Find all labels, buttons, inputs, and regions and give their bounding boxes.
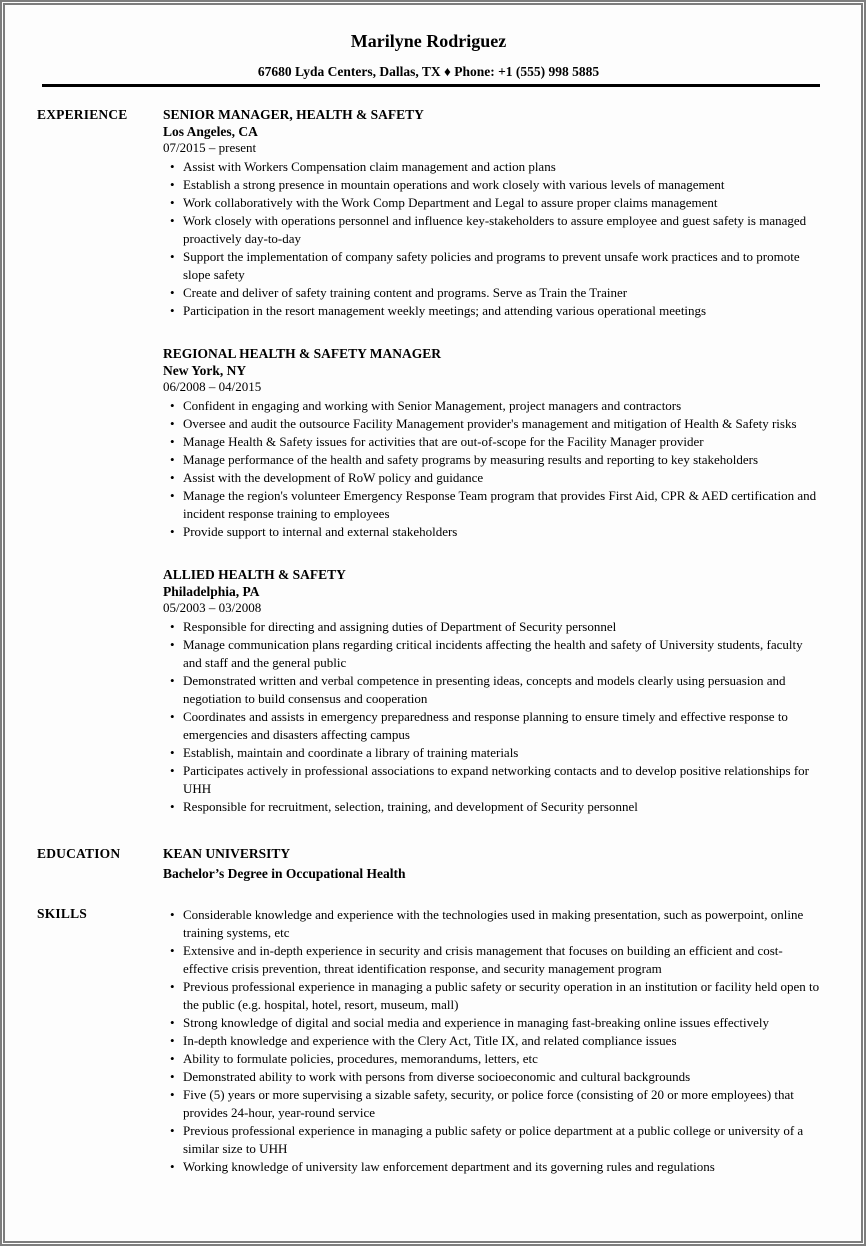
bullet-item: • Manage Health & Safety issues for activities that are out-of-scope for the Facility Manager provider [183,433,820,451]
bullet-item: • Create and deliver of safety training content and programs. Serve as Train the Trainer [183,284,820,302]
bullet-item: • Extensive and in-depth experience in security and crisis management that focuses on building an efficient and cost-effective crisis prevention, threat identification response, and security management program [183,942,820,978]
bullet-item: • Demonstrated written and verbal competence in presenting ideas, concepts and models clearly using persuasion and negotiation to build consensus and cooperation [183,672,820,708]
bullet-item: • Confident in engaging and working with Senior Management, project managers and contractors [183,397,820,415]
bullet-item: • Responsible for directing and assigning duties of Department of Security personnel [183,618,820,636]
bullet-item: • Assist with the development of RoW policy and guidance [183,469,820,487]
job-location: Los Angeles, CA [163,124,258,139]
section-label-experience: EXPERIENCE [37,107,128,122]
job-entry-allied-health [163,565,820,816]
job-title: REGIONAL HEALTH & SAFETY MANAGER [163,346,442,361]
job-bullet-list [163,618,820,816]
education-content [163,844,820,884]
experience-content [163,105,820,816]
skills-content [163,904,820,1176]
job-title: ALLIED HEALTH & SAFETY [163,567,346,582]
skills-bullet-list [163,906,820,1176]
bullet-item: • Oversee and audit the outsource Facility Management provider's management and mitigation of Health & Safety risks [183,415,820,433]
bullet-item: • Manage performance of the health and safety programs by measuring results and reporting to key stakeholders [183,451,820,469]
section-label-skills: SKILLS [37,906,87,921]
person-name: Marilyne Rodriguez [350,31,507,51]
job-location: Philadelphia, PA [163,584,260,599]
bullet-item: • Work closely with operations personnel and influence key-stakeholders to assure employee and guest safety is managed proactively day-to-day [183,212,820,248]
contact-line: 67680 Lyda Centers, Dallas, TX ♦ Phone: +1 (555) 998 5885 [257,64,600,79]
bullet-item: • Assist with Workers Compensation claim management and action plans [183,158,820,176]
bullet-item: • Participation in the resort management weekly meetings; and attending various operational meetings [183,302,820,320]
bullet-item: • Demonstrated ability to work with persons from diverse socioeconomic and cultural backgrounds [183,1068,820,1086]
bullet-item: • Strong knowledge of digital and social media and experience in managing fast-breaking online issues effectively [183,1014,820,1032]
bullet-item: • Establish, maintain and coordinate a library of training materials [183,744,820,762]
job-entry-regional-manager [163,344,820,541]
bullet-item: • Provide support to internal and external stakeholders [183,523,820,541]
section-label-education: EDUCATION [37,846,121,861]
job-entry-senior-manager [163,105,820,320]
bullet-item: • Five (5) years or more supervising a sizable safety, security, or police force (consisting of 20 or more employees) that provides 24-hour, year-round service [183,1086,820,1122]
resume-body [37,105,820,1176]
skills-section [37,904,820,1176]
bullet-item: • Coordinates and assists in emergency preparedness and response planning to ensure timely and effective response to emergencies and disasters affecting campus [183,708,820,744]
bullet-item: • Considerable knowledge and experience with the technologies used in making presentation, such as powerpoint, online training systems, etc [183,906,820,942]
bullet-item: • Work collaboratively with the Work Comp Department and Legal to assure proper claims management [183,194,820,212]
resume-header [37,29,820,87]
bullet-item: • Ability to formulate policies, procedures, memorandums, letters, etc [183,1050,820,1068]
bullet-item: • Previous professional experience in managing a public safety or police department at a public college or university of a similar size to UHH [183,1122,820,1158]
experience-section [37,105,820,816]
bullet-item: • Manage communication plans regarding critical incidents affecting the health and safety of University students, faculty and staff and the general public [183,636,820,672]
bullet-item: • Manage the region's volunteer Emergency Response Team program that provides First Aid, CPR & AED certification and incident response training to employees [183,487,820,523]
bullet-item: • Previous professional experience in managing a public safety or security operation in an institution or facility held open to the public (e.g. hospital, hotel, resort, museum, mall) [183,978,820,1014]
education-degree: Bachelor’s Degree in Occupational Health [163,866,406,881]
job-bullet-list [163,158,820,320]
header-divider [42,84,820,87]
bullet-item: • Participates actively in professional associations to expand networking contacts and to develop positive relationships for UHH [183,762,820,798]
bullet-item: • Working knowledge of university law enforcement department and its governing rules and regulations [183,1158,820,1176]
bullet-item: • In-depth knowledge and experience with the Clery Act, Title IX, and related compliance issues [183,1032,820,1050]
education-school: KEAN UNIVERSITY [163,846,291,861]
job-title: SENIOR MANAGER, HEALTH & SAFETY [163,107,424,122]
job-bullet-list [163,397,820,541]
bullet-item: • Support the implementation of company safety policies and programs to prevent unsafe work practices and to promote slope safety [183,248,820,284]
job-dates: 07/2015 – present [163,140,257,155]
job-dates: 05/2003 – 03/2008 [163,600,262,615]
job-location: New York, NY [163,363,247,378]
job-dates: 06/2008 – 04/2015 [163,379,262,394]
bullet-item: • Establish a strong presence in mountain operations and work closely with various levels of management [183,176,820,194]
bullet-item: • Responsible for recruitment, selection, training, and development of Security personnel [183,798,820,816]
education-section [37,844,820,884]
